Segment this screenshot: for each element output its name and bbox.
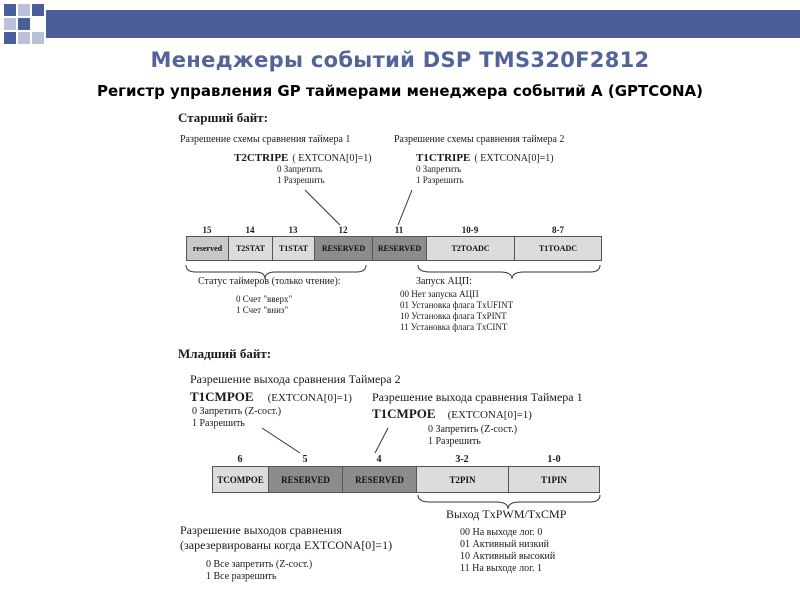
bit-number: 13 <box>288 225 298 235</box>
option-item: 0 Все запретить (Z-сост.) <box>206 559 313 570</box>
register-cell-t1toadc: T1TOADC <box>514 236 602 261</box>
t1cmpoe-left-cond: (EXTCONA[0]=1) <box>267 392 352 404</box>
bit-number: 12 <box>338 225 348 235</box>
option-item: 1 Разрешить <box>192 418 245 429</box>
bit-number: 4 <box>376 454 382 465</box>
option-item: 1 Счет "вниз" <box>236 305 289 315</box>
t1ctripe-options <box>416 164 464 186</box>
pin-options <box>460 527 555 575</box>
option-item: 1 Разрешить <box>428 436 481 447</box>
option-item: 0 Запретить (Z-сост.) <box>428 424 518 435</box>
option-item: 0 Запретить <box>416 164 462 174</box>
option-item: 1 Разрешить <box>416 175 464 185</box>
bit-number: 8-7 <box>552 225 564 235</box>
bit-number: 10-9 <box>461 225 479 235</box>
t1cmpoe-left-options <box>192 406 281 430</box>
bit-number: 14 <box>245 225 255 235</box>
t1cmpoe-right-title <box>372 405 532 423</box>
t1ctripe-cond: ( EXTCONA[0]=1) <box>474 153 554 164</box>
high-byte-heading: Старший байт: <box>178 110 268 125</box>
adc-options <box>400 289 513 333</box>
bit-number: 6 <box>237 454 243 465</box>
bit-number: 1-0 <box>547 454 561 465</box>
low-byte-heading: Младший байт: <box>178 346 272 361</box>
t1cmpoe-left-name: T1CMPOE <box>190 389 254 404</box>
option-item: 0 Запретить (Z-сост.) <box>192 406 282 417</box>
status-options <box>236 294 292 316</box>
option-item: 01 Активный низкий <box>460 539 550 550</box>
register-cell-reserved-5: RESERVED <box>268 466 343 493</box>
option-item: 10 Установка флага TxPINT <box>400 311 507 321</box>
t2ctripe-name: T2CTRIPE <box>234 152 289 164</box>
tcompoe-options <box>206 559 312 583</box>
t1cmpoe-left-title <box>190 388 352 406</box>
caption-line: Разрешение выходов сравнения <box>180 523 342 537</box>
t2ctripe-cond: ( EXTCONA[0]=1) <box>292 153 372 164</box>
register-cell-reserved-12: RESERVED <box>314 236 373 261</box>
option-item: 1 Все разрешить <box>206 571 277 582</box>
option-item: 0 Запретить <box>277 164 323 174</box>
option-item: 01 Установка флага TxUFINT <box>400 300 514 310</box>
register-cell-t2toadc: T2TOADC <box>426 236 515 261</box>
option-item: 11 На выходе лог. 1 <box>460 563 543 574</box>
slide-title: Менеджеры событий DSP TMS320F2812 <box>150 48 650 72</box>
register-cell-tcompoe: TCOMPOE <box>212 466 269 493</box>
bit-number: 3-2 <box>455 454 469 465</box>
tcompoe-caption <box>180 523 392 553</box>
register-cell-t2stat: T2STAT <box>228 236 273 261</box>
register-cell-reserved-4: RESERVED <box>342 466 417 493</box>
t2ctripe-options <box>277 164 325 186</box>
t1cmpoe-left-caption: Разрешение выхода сравнения Таймера 2 <box>190 372 401 386</box>
pin-caption: Выход TxPWM/TxCMP <box>446 507 567 521</box>
t1cmpoe-right-options <box>428 424 517 448</box>
option-item: 0 Счет "вверх" <box>236 294 293 304</box>
t1cmpoe-right-caption: Разрешение выхода сравнения Таймера 1 <box>372 390 583 404</box>
bit-number: 5 <box>302 454 308 465</box>
register-cell-reserved: reserved <box>186 236 229 261</box>
t1cmpoe-right-cond: (EXTCONA[0]=1) <box>447 409 532 421</box>
status-caption: Статус таймеров (только чтение): <box>198 276 341 287</box>
option-item: 00 Нет запуска АЦП <box>400 289 479 299</box>
caption-line: (зарезервированы когда EXTCONA[0]=1) <box>180 538 393 552</box>
bit-number: 15 <box>202 225 212 235</box>
t1cmpoe-right-name: T1CMPOE <box>372 406 436 421</box>
option-item: 10 Активный высокий <box>460 551 556 562</box>
bit-number: 11 <box>394 225 404 235</box>
adc-caption: Запуск АЦП: <box>416 276 472 287</box>
option-item: 1 Разрешить <box>277 175 325 185</box>
slide-subtitle: Регистр управления GP таймерами менеджера событий А (GPTCONA) <box>96 82 704 100</box>
t2ctripe-caption: Разрешение схемы сравнения таймера 1 <box>180 134 351 145</box>
option-item: 00 На выходе лог. 0 <box>460 527 543 538</box>
register-cell-t1stat: T1STAT <box>272 236 315 261</box>
option-item: 11 Установка флага TxCINT <box>400 322 508 332</box>
t1ctripe-name: T1CTRIPE <box>416 152 471 164</box>
register-cell-t1pin: T1PIN <box>508 466 600 493</box>
t1ctripe-caption: Разрешение схемы сравнения таймера 2 <box>394 134 565 145</box>
register-cell-reserved-11: RESERVED <box>372 236 427 261</box>
register-cell-t2pin: T2PIN <box>416 466 509 493</box>
